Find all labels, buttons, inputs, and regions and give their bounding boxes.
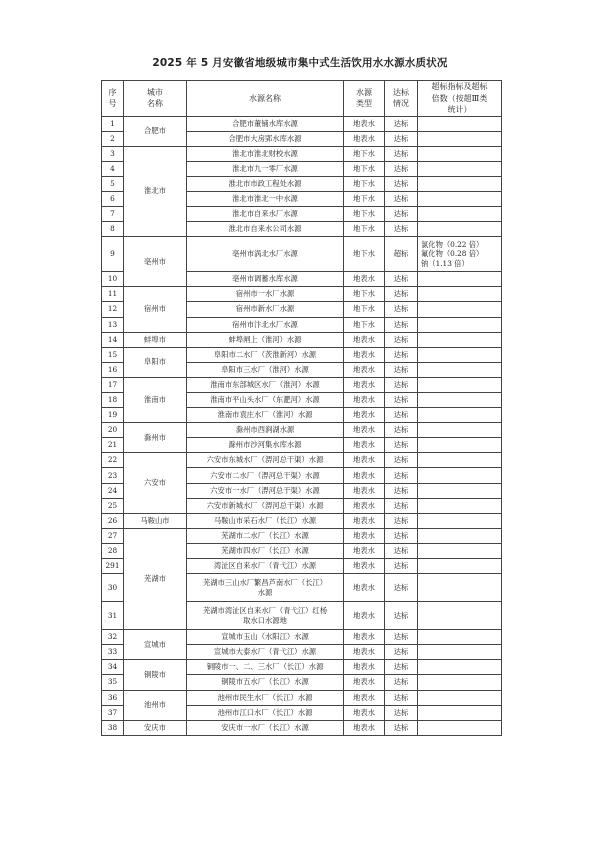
compliance-status: 达标 [385,377,418,392]
compliance-status: 达标 [385,660,418,675]
row-number: 36 [102,690,124,705]
source-name: 铜陵市一、二、三水厂（长江）水源 [187,660,344,675]
source-type: 地下水 [344,222,385,237]
exceedance-detail [418,207,502,222]
compliance-status: 达标 [385,362,418,377]
source-name: 合肥市大房郢水库水源 [187,131,344,146]
row-number: 33 [102,645,124,660]
exceedance-detail [418,347,502,362]
source-name: 滁州市沙河集水库水源 [187,438,344,453]
exceedance-detail [418,660,502,675]
table-row [102,287,502,302]
row-number: 14 [102,332,124,347]
city-name: 池州市 [124,690,187,720]
exceedance-detail [418,161,502,176]
row-number: 24 [102,483,124,498]
table-row [102,720,502,735]
exceedance-detail [418,222,502,237]
exceedance-detail [418,630,502,645]
header-status: 达标 情况 [385,81,418,117]
table-row [102,377,502,392]
exceedance-detail [418,705,502,720]
source-name: 阜阳市二水厂（茨淮新河）水源 [187,347,344,362]
source-type: 地表水 [344,513,385,528]
compliance-status: 达标 [385,630,418,645]
source-name: 六安市新城水厂（淠河总干渠）水源 [187,498,344,513]
source-type: 地表水 [344,559,385,574]
source-name: 淮南市平山头水厂（东淝河）水源 [187,393,344,408]
exceedance-detail: 氯化物（0.22 倍） 氟化物（0.28 倍） 钠（1.13 倍） [418,237,502,272]
compliance-status: 达标 [385,116,418,131]
source-type: 地表水 [344,705,385,720]
row-number: 11 [102,287,124,302]
city-name: 合肥市 [124,116,187,146]
source-name: 合肥市董铺水库水源 [187,116,344,131]
row-number: 27 [102,528,124,543]
source-name: 安庆市一水厂（长江）水源 [187,720,344,735]
city-name: 蚌埠市 [124,332,187,347]
source-type: 地下水 [344,207,385,222]
source-name: 亳州市涡北水厂水源 [187,237,344,272]
header-no: 序 号 [102,81,124,117]
source-name: 六安市东城水厂（淠河总干渠）水源 [187,453,344,468]
source-type: 地表水 [344,645,385,660]
table-row [102,690,502,705]
source-type: 地表水 [344,675,385,690]
exceedance-detail [418,675,502,690]
row-number: 17 [102,377,124,392]
compliance-status: 达标 [385,690,418,705]
header-exceed: 超标指标及超标 倍数（按超Ⅲ类 统计） [418,81,502,117]
compliance-status: 达标 [385,393,418,408]
compliance-status: 达标 [385,483,418,498]
row-number: 1 [102,116,124,131]
exceedance-detail [418,272,502,287]
row-number: 30 [102,574,124,602]
source-type: 地表水 [344,543,385,558]
water-quality-table [101,80,502,736]
source-type: 地表水 [344,377,385,392]
source-type: 地表水 [344,393,385,408]
row-number: 37 [102,705,124,720]
city-name: 阜阳市 [124,347,187,377]
exceedance-detail [418,528,502,543]
source-name: 池州市江口水厂（长江）水源 [187,705,344,720]
exceedance-detail [418,131,502,146]
table-row [102,237,502,272]
row-number: 16 [102,362,124,377]
row-number: 10 [102,272,124,287]
row-number: 38 [102,720,124,735]
source-type: 地表水 [344,131,385,146]
source-name: 淮北市市政工程处水源 [187,176,344,191]
compliance-status: 达标 [385,720,418,735]
source-type: 地下水 [344,317,385,332]
table-row [102,528,502,543]
table-header-row [102,81,502,117]
source-type: 地下水 [344,191,385,206]
row-number: 34 [102,660,124,675]
source-type: 地表水 [344,660,385,675]
exceedance-detail [418,287,502,302]
source-type: 地表水 [344,602,385,630]
exceedance-detail [418,574,502,602]
city-name: 淮北市 [124,146,187,237]
source-type: 地表水 [344,362,385,377]
source-name: 蚌埠闸上（淮河）水源 [187,332,344,347]
source-type: 地表水 [344,528,385,543]
row-number: 26 [102,513,124,528]
source-type: 地表水 [344,690,385,705]
row-number: 13 [102,317,124,332]
source-name: 阜阳市三水厂（淮河）水源 [187,362,344,377]
source-type: 地表水 [344,483,385,498]
exceedance-detail [418,302,502,317]
row-number: 22 [102,453,124,468]
exceedance-detail [418,543,502,558]
row-number: 4 [102,161,124,176]
source-name: 滁州市西涧湖水源 [187,423,344,438]
city-name: 安庆市 [124,720,187,735]
row-number: 19 [102,408,124,423]
city-name: 马鞍山市 [124,513,187,528]
compliance-status: 达标 [385,272,418,287]
source-name: 淮北市淮北一中水源 [187,191,344,206]
city-name: 宿州市 [124,287,187,332]
source-name: 淮北市自来水厂水源 [187,207,344,222]
source-type: 地下水 [344,161,385,176]
source-name: 湾沚区自来水厂（青弋江）水源 [187,559,344,574]
compliance-status: 达标 [385,347,418,362]
source-type: 地表水 [344,453,385,468]
compliance-status: 达标 [385,222,418,237]
source-name: 宣城市玉山（水阳江）水源 [187,630,344,645]
compliance-status: 达标 [385,543,418,558]
source-type: 地表水 [344,423,385,438]
row-number: 5 [102,176,124,191]
row-number: 23 [102,468,124,483]
exceedance-detail [418,423,502,438]
compliance-status: 达标 [385,287,418,302]
compliance-status: 达标 [385,574,418,602]
table-row [102,660,502,675]
city-name: 滁州市 [124,423,187,453]
city-name: 淮南市 [124,377,187,422]
table-row [102,423,502,438]
exceedance-detail [418,453,502,468]
compliance-status: 达标 [385,332,418,347]
exceedance-detail [418,146,502,161]
source-type: 地表水 [344,630,385,645]
exceedance-detail [418,317,502,332]
compliance-status: 达标 [385,468,418,483]
exceedance-detail [418,468,502,483]
compliance-status: 达标 [385,498,418,513]
compliance-status: 达标 [385,675,418,690]
compliance-status: 达标 [385,302,418,317]
exceedance-detail [418,438,502,453]
source-name: 六安市二水厂（淠河总干渠）水源 [187,468,344,483]
compliance-status: 达标 [385,131,418,146]
compliance-status: 达标 [385,423,418,438]
row-number: 20 [102,423,124,438]
source-name: 池州市民生水厂（长江）水源 [187,690,344,705]
header-city: 城市 名称 [124,81,187,117]
compliance-status: 达标 [385,146,418,161]
city-name: 六安市 [124,453,187,513]
row-number: 25 [102,498,124,513]
compliance-status: 达标 [385,559,418,574]
row-number: 9 [102,237,124,272]
source-type: 地下水 [344,287,385,302]
table-row [102,453,502,468]
table-body [102,116,502,735]
exceedance-detail [418,176,502,191]
source-type: 地表水 [344,720,385,735]
compliance-status: 达标 [385,513,418,528]
source-type: 地表水 [344,116,385,131]
exceedance-detail [418,720,502,735]
source-name: 淮北市九一零厂水源 [187,161,344,176]
source-name: 芜湖市四水厂（长江）水源 [187,543,344,558]
row-number: 12 [102,302,124,317]
exceedance-detail [418,191,502,206]
row-number: 6 [102,191,124,206]
compliance-status: 达标 [385,602,418,630]
exceedance-detail [418,408,502,423]
city-name: 亳州市 [124,237,187,287]
compliance-status: 达标 [385,207,418,222]
source-type: 地表水 [344,574,385,602]
source-type: 地表水 [344,332,385,347]
city-name: 铜陵市 [124,660,187,690]
exceedance-detail [418,645,502,660]
row-number: 15 [102,347,124,362]
row-number: 291 [102,559,124,574]
compliance-status: 达标 [385,317,418,332]
source-name: 淮北市自来水公司水源 [187,222,344,237]
compliance-status: 达标 [385,453,418,468]
source-name: 芜湖市湾沚区自来水厂（青弋江）红杨 取水口水源地 [187,602,344,630]
source-name: 六安市一水厂（淠河总干渠）水源 [187,483,344,498]
compliance-status: 达标 [385,176,418,191]
compliance-status: 达标 [385,528,418,543]
row-number: 21 [102,438,124,453]
compliance-status: 达标 [385,438,418,453]
source-type: 地表水 [344,272,385,287]
exceedance-detail [418,513,502,528]
row-number: 35 [102,675,124,690]
row-number: 3 [102,146,124,161]
table-row [102,347,502,362]
source-name: 宿州市汴北水厂水源 [187,317,344,332]
header-source: 水源名称 [187,81,344,117]
source-name: 芜湖市二水厂（长江）水源 [187,528,344,543]
source-name: 马鞍山市采石水厂（长江）水源 [187,513,344,528]
compliance-status: 超标 [385,237,418,272]
row-number: 31 [102,602,124,630]
source-name: 宿州市新水厂水源 [187,302,344,317]
row-number: 8 [102,222,124,237]
exceedance-detail [418,483,502,498]
city-name: 宣城市 [124,630,187,660]
source-name: 淮北市淮北财校水源 [187,146,344,161]
compliance-status: 达标 [385,705,418,720]
source-type: 地表水 [344,347,385,362]
exceedance-detail [418,498,502,513]
source-type: 地下水 [344,146,385,161]
exceedance-detail [418,393,502,408]
source-name: 宿州市一水厂水源 [187,287,344,302]
header-type: 水源 类型 [344,81,385,117]
source-name: 淮南市东部城区水厂（淮河）水源 [187,377,344,392]
exceedance-detail [418,602,502,630]
table-row [102,332,502,347]
exceedance-detail [418,559,502,574]
compliance-status: 达标 [385,408,418,423]
exceedance-detail [418,116,502,131]
table-row [102,116,502,131]
source-type: 地表水 [344,498,385,513]
exceedance-detail [418,377,502,392]
source-name: 宣城市大泰水厂（青弋江）水源 [187,645,344,660]
source-type: 地下水 [344,176,385,191]
table-row [102,630,502,645]
exceedance-detail [418,332,502,347]
exceedance-detail [418,690,502,705]
page-title: 2025 年 5 月安徽省地级城市集中式生活饮用水水源水质状况 [152,57,448,69]
source-type: 地下水 [344,302,385,317]
table-row [102,513,502,528]
row-number: 7 [102,207,124,222]
source-name: 铜陵市五水厂（长江）水源 [187,675,344,690]
row-number: 2 [102,131,124,146]
row-number: 18 [102,393,124,408]
exceedance-detail [418,362,502,377]
row-number: 32 [102,630,124,645]
city-name: 芜湖市 [124,528,187,629]
compliance-status: 达标 [385,191,418,206]
table-row [102,146,502,161]
compliance-status: 达标 [385,645,418,660]
source-type: 地表水 [344,468,385,483]
source-type: 地下水 [344,237,385,272]
source-name: 亳州市调蓄水库水源 [187,272,344,287]
row-number: 28 [102,543,124,558]
source-name: 淮南市袁庄水厂（淮河）水源 [187,408,344,423]
source-name: 芜湖市三山水厂繁昌芦南水厂（长江） 水源 [187,574,344,602]
source-type: 地表水 [344,408,385,423]
source-type: 地表水 [344,438,385,453]
compliance-status: 达标 [385,161,418,176]
